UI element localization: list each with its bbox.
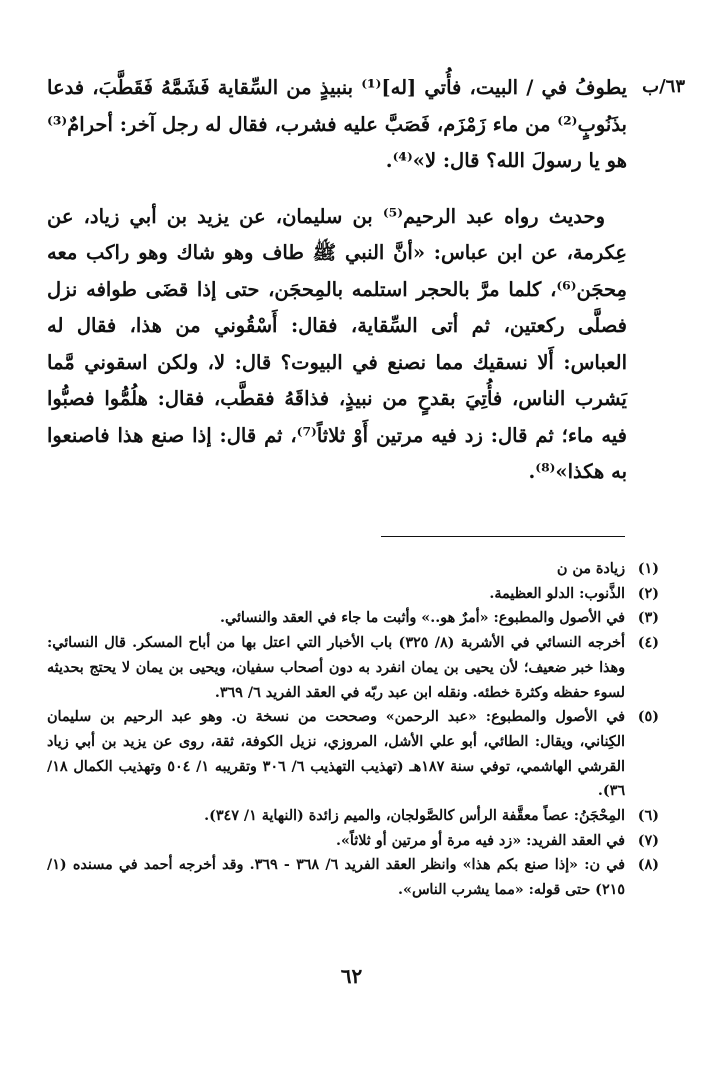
footnote-text: الذَّنوب: الدلو العظيمة. xyxy=(489,585,625,602)
footnote-number: (٦) xyxy=(637,808,659,825)
footnote-number: (٨) xyxy=(637,857,659,874)
footnotes xyxy=(47,557,659,903)
footnote-5 xyxy=(47,705,659,804)
main-paragraph-1: يطوفُ في / البيت، فأُتي [له]⁽¹⁾ بنبيذٍ من السِّقاية فَشَمَّهُ فَقَطَّبَ، فدعا بذَنُوبٍ⁽²⁾ من ماء زَمْزَم، فَصَبَّ عليه فشرب، فقال له رجل آخر: أحرامٌ⁽³⁾ هو يا رسولَ الله؟ قال: لا»⁽⁴⁾. xyxy=(47,76,627,172)
footnote-7 xyxy=(47,829,659,854)
footnote-number: (١) xyxy=(637,561,659,577)
footnote-text: أخرجه النسائي في الأشربة (٨/ ٣٢٥) باب الأخبار التي اعتل بها من أباح المسكر. قال النسائي: وهذا خبر ضعيف؛ لأن يحيى بن يمان انفرد به دون أصحاب سفيان، ويحيى بن يمان لا يحتج بحديثه لسوء حفظه وكثرة خطئه. ونقله ابن عبد ربّه في العقد الفريد ٦/ ٣٦٩. xyxy=(47,635,625,701)
footnote-8 xyxy=(47,853,659,902)
footnote-number: (٢) xyxy=(637,585,659,602)
footnote-separator xyxy=(381,536,625,537)
footnote-text: زيادة من ن xyxy=(556,561,625,577)
footnote-text: في الأصول والمطبوع: «عبد الرحمن» وصححت من نسخة ن. وهو عبد الرحيم بن سليمان الكِناني، ويقال: الطائي، أبو علي الأشل، المروزي، نزيل الكوفة، ثقة، روى عن يزيد بن أبي زياد القرشي الهاشمي، توفي سنة ١٨٧هـ (تهذيب التهذيب ٦/ ٣٠٦ وتقريبه ١/ ٥٠٤ وتهذيب الكمال ١٨/ ٣٦). xyxy=(47,709,625,800)
footnote-text: المِحْجَنُ: عصاً معقَّفة الرأس كالصَّولجان، والميم زائدة (النهاية ١/ ٣٤٧). xyxy=(204,808,625,825)
footnote-text: في العقد الفريد: «زد فيه مرة أو مرتين أو ثلاثاً». xyxy=(335,832,625,849)
footnote-4 xyxy=(47,631,659,705)
footnote-text: في الأصول والمطبوع: «أمرٌ هو..» وأثبت ما جاء في العقد والنسائي. xyxy=(220,610,625,627)
footnote-number: (٤) xyxy=(637,635,659,652)
main-text xyxy=(47,70,627,491)
manuscript-folio-reference: ٦٣/ب xyxy=(642,76,685,97)
footnote-number: (٥) xyxy=(637,709,659,726)
main-paragraph-2: وحديث رواه عبد الرحيم⁽⁵⁾ بن سليمان، عن يزيد بن أبي زياد، عن عِكرمة، عن ابن عباس: «أنَّ النبي ﷺ طاف وهو شاك وهو راكب معه مِحجَن⁽⁶⁾، كلما مرَّ بالحجر استلمه بالمِحجَن، حتى إذا قضَى طوافه نزل فصلَّى ركعتين، ثم أتى السِّقاية، فقال: أَسْقُوني من هذا، فقال له العباس: أَلا نسقيك مما نصنع في البيوت؟ قال: لا، ولكن اسقوني مَّما يَشرب الناس، فأُتِيَ بقدحٍ من نبيذٍ، فذاقَهُ فقطَّب، فقال: هلُمُّوا فصبُّوا فيه ماء؛ ثم قال: زد فيه مرتين أَوْ ثلاثاً⁽⁷⁾، ثم قال: إذا صنع هذا فاصنعوا به هكذا»⁽⁸⁾. xyxy=(47,204,627,483)
footnote-number: (٧) xyxy=(637,832,659,849)
footnote-3 xyxy=(47,606,659,631)
footnote-number: (٣) xyxy=(637,610,659,627)
footnote-text: في ن: «إذا صنع بكم هذا» وانظر العقد الفريد ٦/ ٣٦٨ - ٣٦٩. وقد أخرجه أحمد في مسنده (١/ ٢١٥) حتى قوله: «مما يشرب الناس». xyxy=(47,857,625,899)
footnote-1 xyxy=(47,557,659,582)
footnote-2 xyxy=(47,582,659,607)
page-number: ٦٢ xyxy=(340,964,363,988)
footnote-6 xyxy=(47,804,659,829)
